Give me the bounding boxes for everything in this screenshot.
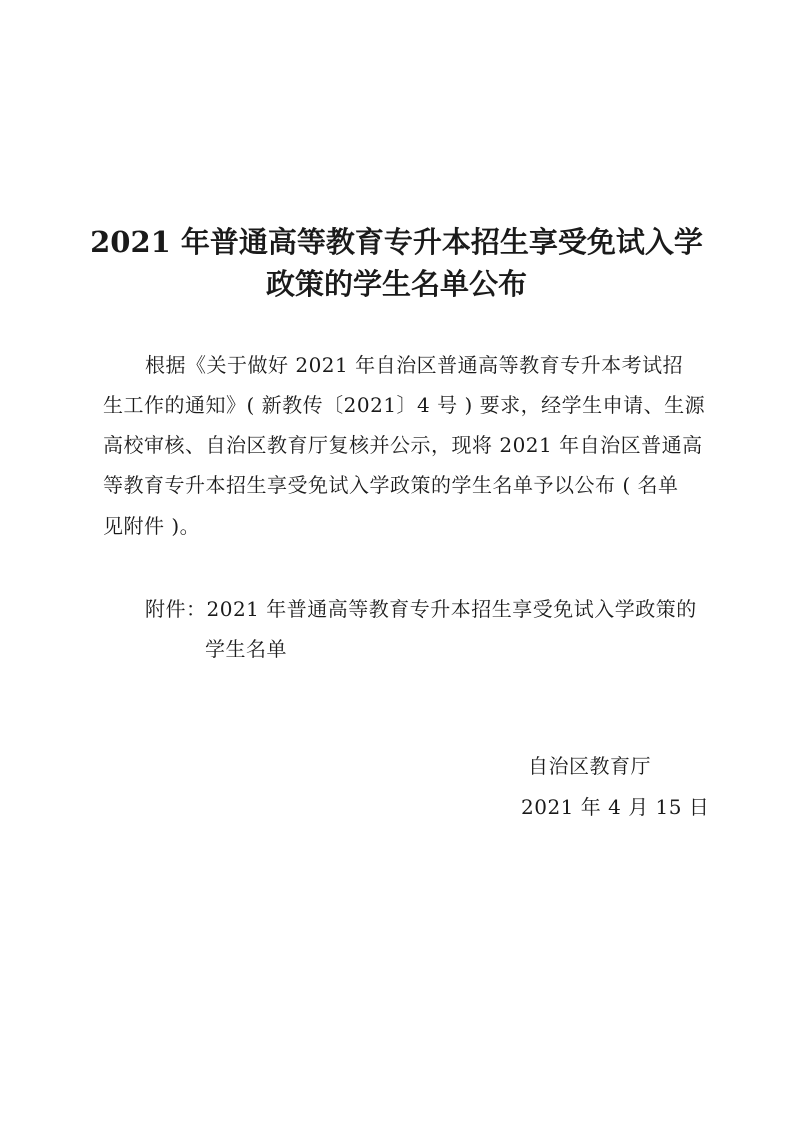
body-paragraph-line-2: 生工作的通知》( 新教传〔2021〕4 号 ) 要求，经学生申请、生源 — [103, 393, 706, 417]
body-paragraph-line-5: 见附件 )。 — [103, 514, 201, 538]
body-paragraph-line-3: 高校审核、自治区教育厅复核并公示，现将 2021 年自治区普通高 — [103, 433, 703, 457]
body-paragraph-line-1: 根据《关于做好 2021 年自治区普通高等教育专升本考试招 — [145, 353, 684, 377]
attachment-line-1: 附件：2021 年普通高等教育专升本招生享受免试入学政策的 — [145, 597, 697, 621]
signature-organization: 自治区教育厅 — [528, 754, 651, 778]
document-title-line-1: 2021 年普通高等教育专升本招生享受免试入学 — [90, 225, 703, 259]
document-title-line-2: 政策的学生名单公布 — [265, 267, 527, 301]
attachment-line-2: 学生名单 — [205, 637, 287, 661]
signature-date: 2021 年 4 月 15 日 — [521, 795, 710, 819]
body-paragraph-line-4: 等教育专升本招生享受免试入学政策的学生名单予以公布 ( 名单 — [103, 473, 679, 497]
